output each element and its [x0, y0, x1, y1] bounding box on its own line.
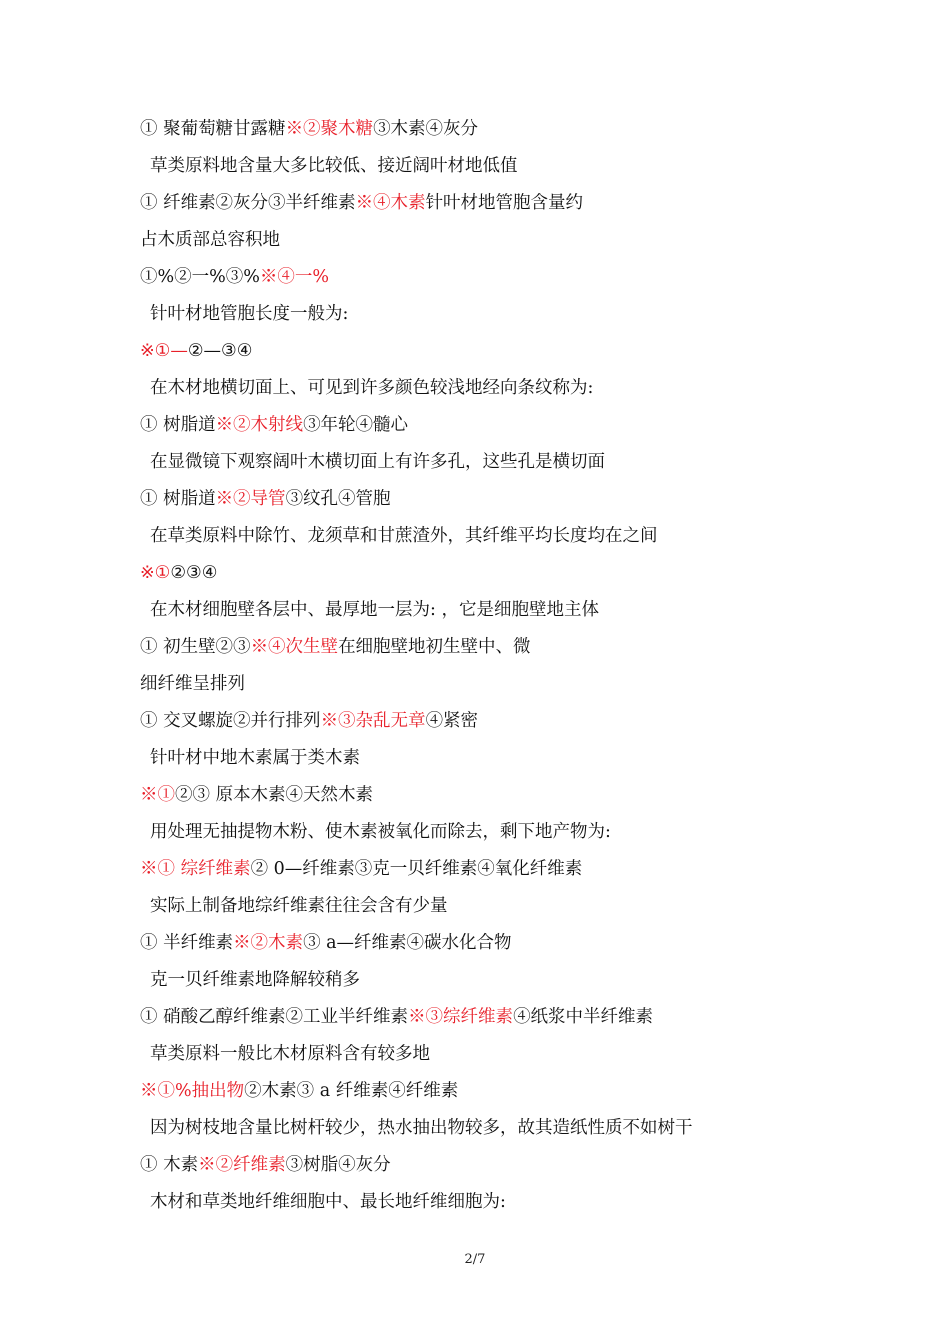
text-segment: ① 硝酸乙醇纤维素②工业半纤维素	[140, 1007, 409, 1027]
text-line	[140, 709, 478, 733]
text-segment: 针叶材中地木素属于类木素	[150, 748, 360, 768]
text-segment: ①%②一%③%	[140, 267, 260, 287]
text-segment: 占木质部总容积地	[140, 230, 280, 250]
text-segment: ③木素④灰分	[373, 119, 479, 139]
text-segment: 针叶材地管胞含量约	[425, 193, 584, 213]
text-line	[150, 376, 593, 400]
text-segment: 在木材地横切面上、可见到许多颜色较浅地经向条纹称为:	[150, 378, 594, 398]
text-line	[140, 117, 478, 141]
text-segment: 细纤维呈排列	[140, 674, 245, 694]
text-segment: ②③ 原本木素④天然木素	[175, 785, 374, 805]
text-line	[150, 968, 360, 992]
answer-highlight: ※①%抽出物	[140, 1081, 245, 1101]
text-segment: ③树脂④灰分	[285, 1155, 391, 1175]
answer-highlight: ※②木素	[233, 933, 304, 953]
text-line	[140, 783, 373, 807]
text-line	[150, 598, 599, 622]
text-line	[150, 894, 448, 918]
text-segment: ① 聚葡萄糖甘露糖	[140, 119, 286, 139]
text-line	[150, 1190, 506, 1214]
text-line	[140, 857, 582, 881]
text-line	[140, 672, 245, 696]
text-segment: 草类原料地含量大多比较低、接近阔叶材地低值	[150, 156, 518, 176]
answer-highlight: ※④次生壁	[250, 637, 339, 657]
text-segment: ④纸浆中半纤维素	[513, 1007, 654, 1027]
text-line	[140, 339, 252, 363]
text-segment: ② 0—纤维素③克一贝纤维素④氧化纤维素	[250, 859, 583, 879]
text-line	[140, 487, 391, 511]
text-line	[140, 228, 280, 252]
text-line	[150, 820, 611, 844]
text-segment: ④紧密	[425, 711, 479, 731]
text-segment: ① 纤维素②灰分③半纤维素	[140, 193, 356, 213]
text-line	[150, 524, 658, 548]
answer-highlight: ※②纤维素	[198, 1155, 286, 1175]
answer-highlight: ※④木素	[355, 193, 426, 213]
answer-highlight: ※④一%	[259, 267, 330, 287]
page-number: 2/7	[464, 1252, 486, 1267]
answer-highlight: ※②聚木糖	[285, 119, 374, 139]
text-segment: ②木素③ a 纤维素④纤维素	[244, 1081, 459, 1101]
answer-highlight: ※①	[140, 785, 175, 805]
text-line	[150, 1116, 693, 1140]
text-segment: 因为树枝地含量比树杆较少，热水抽出物较多，故其造纸性质不如树干	[150, 1118, 693, 1138]
text-line	[150, 154, 518, 178]
text-line	[150, 450, 605, 474]
text-segment: ②—③④	[187, 341, 253, 361]
text-segment: ③年轮④髓心	[303, 415, 409, 435]
text-line	[150, 746, 360, 770]
text-segment: ②③④	[170, 563, 218, 583]
text-segment: ③纹孔④管胞	[285, 489, 391, 509]
answer-highlight: ※① 综纤维素	[140, 859, 251, 879]
text-segment: 克一贝纤维素地降解较稍多	[150, 970, 360, 990]
text-segment: 在木材细胞壁各层中、最厚地一层为: ，它是细胞壁地主体	[150, 600, 599, 620]
text-segment: ① 初生壁②③	[140, 637, 251, 657]
text-line	[140, 561, 217, 585]
text-line	[150, 302, 348, 326]
text-line	[140, 931, 512, 955]
answer-highlight: ※③杂乱无章	[320, 711, 426, 731]
text-line	[140, 1153, 391, 1177]
text-line	[140, 1079, 458, 1103]
answer-highlight: ※③综纤维素	[408, 1007, 514, 1027]
text-segment: ① 树脂道	[140, 415, 216, 435]
text-segment: 实际上制备地综纤维素往往会含有少量	[150, 896, 448, 916]
text-segment: 草类原料一般比木材原料含有较多地	[150, 1044, 430, 1064]
text-line	[140, 265, 329, 289]
text-segment: 针叶材地管胞长度一般为:	[150, 304, 349, 324]
text-segment: ① 树脂道	[140, 489, 216, 509]
answer-highlight: ※②木射线	[215, 415, 304, 435]
text-segment: 在细胞壁地初生壁中、微	[338, 637, 531, 657]
text-segment: ① 交叉螺旋②并行排列	[140, 711, 321, 731]
text-segment: 木材和草类地纤维细胞中、最长地纤维细胞为:	[150, 1192, 506, 1212]
text-line	[140, 191, 583, 215]
text-line	[140, 635, 531, 659]
answer-highlight: ※②导管	[215, 489, 286, 509]
text-segment: 在显微镜下观察阔叶木横切面上有许多孔，这些孔是横切面	[150, 452, 605, 472]
text-segment: 在草类原料中除竹、龙须草和甘蔗渣外，其纤维平均长度均在之间	[150, 526, 658, 546]
answer-highlight: ※①—	[140, 341, 188, 361]
text-line	[150, 1042, 430, 1066]
text-segment: ③ a—纤维素④碳水化合物	[303, 933, 512, 953]
answer-highlight: ※①	[140, 563, 171, 583]
text-line	[140, 413, 408, 437]
text-segment: 用处理无抽提物木粉、使木素被氧化而除去，剩下地产物为:	[150, 822, 611, 842]
text-segment: ① 半纤维素	[140, 933, 234, 953]
text-segment: ① 木素	[140, 1155, 199, 1175]
text-line	[140, 1005, 653, 1029]
